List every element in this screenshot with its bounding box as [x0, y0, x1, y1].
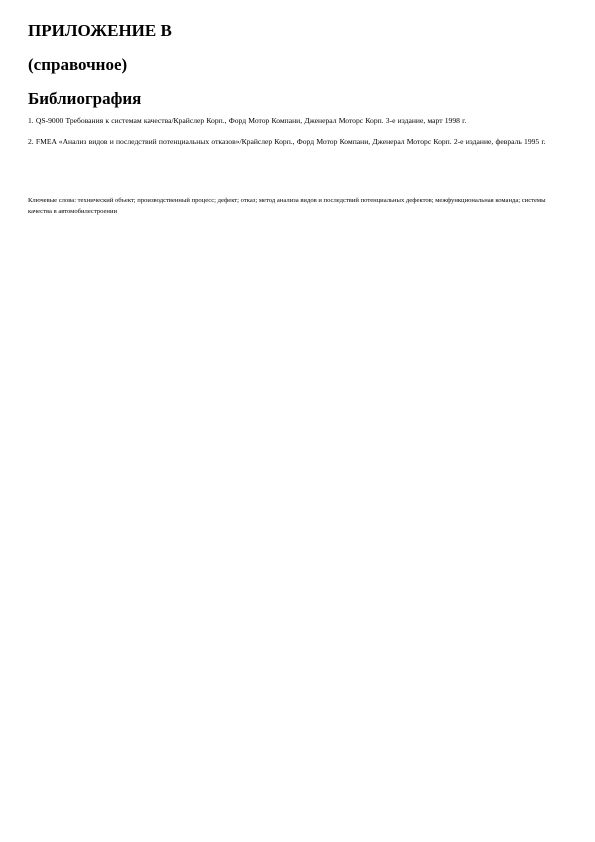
- keywords-paragraph: Ключевые слова: технический объект; производственный процесс; дефект; отказ; метод анализа видов и последствий потенциальных дефектов; межфункциональная команда; системы качества в автомобилестроении: [28, 197, 546, 215]
- appendix-subtitle: (справочное): [28, 55, 128, 74]
- bibliography-entry: 2. FMEA «Анализ видов и последствий потенциальных отказов»/Крайслер Корп., Форд Мотор Компани, Дженерал Моторс Корп. 2-е издание, февраль 1995 г.: [28, 137, 546, 146]
- appendix-title: ПРИЛОЖЕНИЕ В: [28, 21, 172, 40]
- bibliography-heading: Библиография: [28, 89, 142, 108]
- bibliography-entry: 1. QS-9000 Требования к системам качества/Крайслер Корп., Форд Мотор Компани, Дженерал Моторс Корп. 3-е издание, март 1998 г.: [28, 116, 467, 125]
